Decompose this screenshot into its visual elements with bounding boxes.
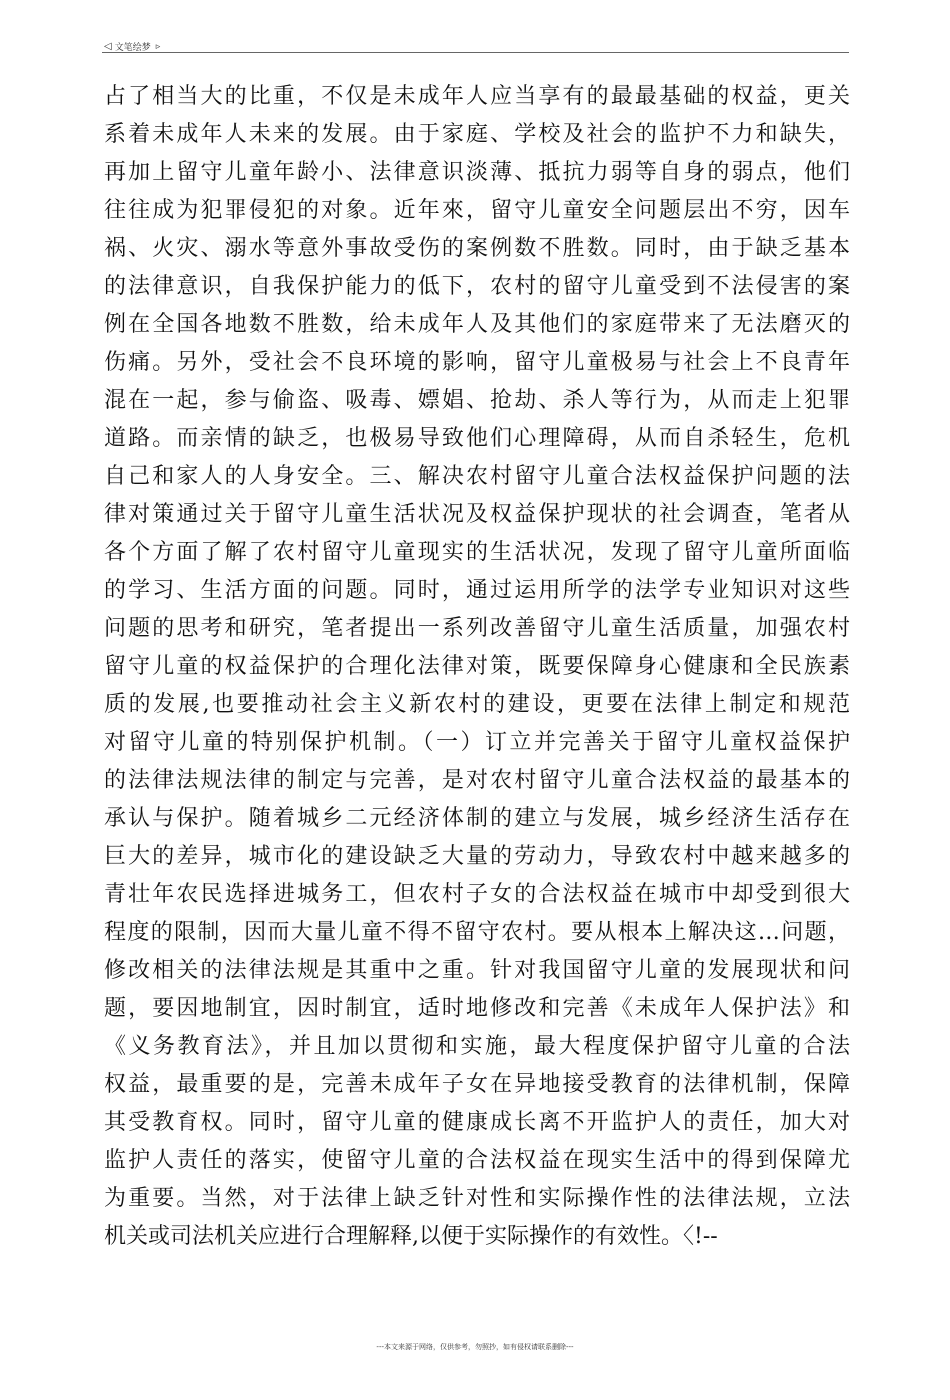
text-line: 各个方面了解了农村留守儿童现实的生活状况，发现了留守儿童所面临 bbox=[104, 540, 850, 565]
text-line: 对留守儿童的特别保护机制。（一）订立并完善关于留守儿童权益保护 bbox=[104, 730, 850, 755]
text-line: 为重要。当然，对于法律上缺乏针对性和实际操作性的法律法规，立法 bbox=[104, 1186, 850, 1211]
text-line: 青壮年农民选择进城务工，但农村子女的合法权益在城市中却受到很大 bbox=[104, 882, 850, 907]
text-line: 混在一起，参与偷盗、吸毒、嫖娼、抢劫、杀人等行为，从而走上犯罪 bbox=[104, 388, 850, 413]
text-line: 巨大的差异，城市化的建设缺乏大量的劳动力，导致农村中越来越多的 bbox=[104, 844, 850, 869]
text-line: 的学习、生活方面的问题。同时，通过运用所学的法学专业知识对这些 bbox=[104, 578, 850, 603]
text-line: 的法律意识，自我保护能力的低下，农村的留守儿童受到不法侵害的案 bbox=[104, 274, 850, 299]
text-line: 再加上留守儿童年龄小、法律意识淡薄、抵抗力弱等自身的弱点，他们 bbox=[104, 160, 850, 185]
text-line: 道路。而亲情的缺乏，也极易导致他们心理障碍，从而自杀轻生，危机 bbox=[104, 426, 850, 451]
body-text bbox=[104, 78, 850, 1256]
text-line: 问题的思考和研究，笔者提出一系列改善留守儿童生活质量，加强农村 bbox=[104, 616, 850, 641]
text-line: 祸、火灾、溺水等意外事故受伤的案例数不胜数。同时，由于缺乏基本 bbox=[104, 236, 850, 261]
text-line: 其受教育权。同时，留守儿童的健康成长离不开监护人的责任，加大对 bbox=[104, 1110, 850, 1135]
text-line: 承认与保护。随着城乡二元经济体制的建立与发展，城乡经济生活存在 bbox=[104, 806, 850, 831]
text-line: 例在全国各地数不胜数，给未成年人及其他们的家庭带来了无法磨灭的 bbox=[104, 312, 850, 337]
text-line: 机关或司法机关应进行合理解释,以便于实际操作的有效性。〈!-- bbox=[104, 1224, 718, 1249]
text-line: 留守儿童的权益保护的合理化法律对策，既要保障身心健康和全民族素 bbox=[104, 654, 850, 679]
text-line: 程度的限制，因而大量儿童不得不留守农村。要从根本上解决这…问题， bbox=[104, 920, 850, 945]
triangle-left-icon: ◁ bbox=[104, 41, 112, 52]
text-line: 的法律法规法律的制定与完善，是对农村留守儿童合法权益的最基本的 bbox=[104, 768, 850, 793]
header-text: 文笔绘梦 bbox=[114, 43, 151, 53]
text-line: 修改相关的法律法规是其重中之重。针对我国留守儿童的发展现状和问 bbox=[104, 958, 850, 983]
text-line: 质的发展,也要推动社会主义新农村的建设，更要在法律上制定和规范 bbox=[104, 692, 850, 717]
text-line: 伤痛。另外，受社会不良环境的影响，留守儿童极易与社会上不良青年 bbox=[104, 350, 850, 375]
text-line: 题，要因地制宜，因时制宜，适时地修改和完善《未成年人保护法》和 bbox=[104, 996, 850, 1021]
text-line: 权益，最重要的是，完善未成年子女在异地接受教育的法律机制，保障 bbox=[104, 1072, 850, 1097]
text-line: 自己和家人的人身安全。三、解决农村留守儿童合法权益保护问题的法 bbox=[104, 464, 850, 489]
text-line: 往往成为犯罪侵犯的对象。近年來，留守儿童安全问题层出不穷，因车 bbox=[104, 198, 850, 223]
text-line: 监护人责任的落实，使留守儿童的合法权益在现实生活中的得到保障尤 bbox=[104, 1148, 850, 1173]
text-line: 占了相当大的比重，不仅是未成年人应当享有的最最基础的权益，更关 bbox=[104, 84, 850, 109]
page-footer: ---本文来源于网络，仅供参考，勿照抄，如有侵权请联系删除--- bbox=[376, 1343, 574, 1351]
text-line: 《义务教育法》，并且加以贯彻和实施，最大程度保护留守儿童的合法 bbox=[104, 1034, 850, 1059]
header-rule bbox=[102, 52, 849, 53]
text-line: 律对策通过关于留守儿童生活状况及权益保护现状的社会调查，笔者从 bbox=[104, 502, 850, 527]
triangle-right-icon: ▹ bbox=[155, 41, 161, 52]
text-line: 系着未成年人未来的发展。由于家庭、学校及社会的监护不力和缺失， bbox=[104, 122, 850, 147]
